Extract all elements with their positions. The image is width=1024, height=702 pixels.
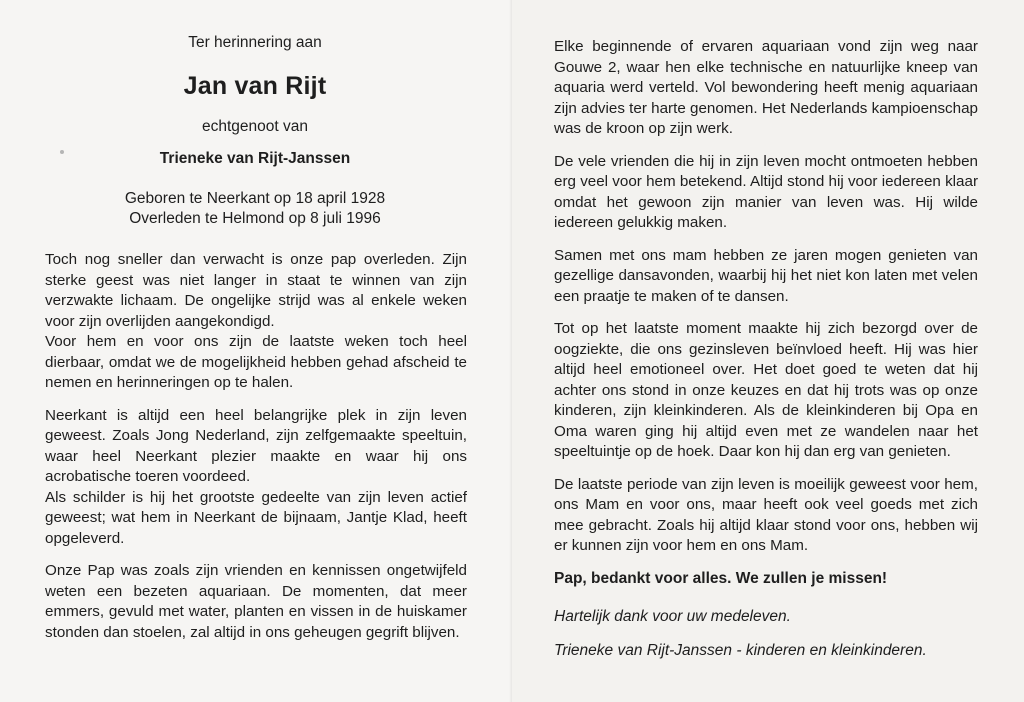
paragraph: Elke beginnende of ervaren aquariaan vond zijn weg naar Gouwe 2, waar hen elke technische en natuurlijke kneep van aquaria werd verteld. Vol bewondering heeft menig aquariaan zijn advies ter harte genomen. Het Nederlands kampioenschap was de kroon op zijn werk. [554, 38, 978, 137]
paragraph: Onze Pap was zoals zijn vrienden en kennissen ongetwijfeld weten een bezeten aquariaan. De momenten, dat meer emmers, gevuld met water, planten en vissen in de huiskamer stonden dan stoelen, zal altijd in ons geheugen gegrift blijven. [45, 562, 467, 641]
paper-speck [60, 150, 64, 154]
paragraph: Samen met ons mam hebben ze jaren mogen genieten van gezellige dansavonden, waarbij hij het niet kon laten met velen een praatje te maken of te dansen. [554, 246, 978, 305]
closing-line: Pap, bedankt voor alles. We zullen je missen! [554, 569, 888, 587]
paragraph: Als schilder is hij het grootste gedeelte van zijn leven actief geweest; wat hem in Neerkant de bijnaam, Jantje Klad, heeft opgeleverd. [45, 488, 467, 547]
left-text-column [45, 250, 467, 655]
paragraph: Neerkant is altijd een heel belangrijke plek in zijn leven geweest. Zoals Jong Nederland, zijn zelfgemaakte speeltuin, waar heel Neerkant plezier maakte en waar hij ons acrobatische toeren voordeed. [45, 406, 467, 485]
paragraph: De vele vrienden die hij in zijn leven mocht ontmoeten hebben erg veel voor hem betekend. Altijd stond hij voor iedereen klaar omdat het gewoon zijn manier van leven was. Hij wilde iedereen gelukkig maken. [554, 152, 978, 231]
paragraph: Tot op het laatste moment maakte hij zich bezorgd over de oogziekte, die ons gezinsleven beïnvloed heeft. Hij was hier altijd heel emotioneel over. Het doet goed te weten dat hij achter ons stond in onze keuzes en dat hij trots was op onze kinderen, zijn kleinkinderen. Als de kleinkinderen bij Opa en Oma waren ging hij altijd even met ze wandelen naar het speeltuintje op de hoek. Daar kon hij dan erg van genieten. [554, 320, 978, 460]
spouse-label: echtgenoot van [201, 118, 308, 135]
right-text-column [554, 37, 978, 675]
paragraph: Toch nog sneller dan verwacht is onze pap overleden. Zijn sterke geest was niet langer in staat te winnen van zijn verzwakte lichaam. De ongelijke strijd was al enkele weken voor zijn overlijden aangekondigd. [45, 251, 467, 330]
death-line: Overleden te Helmond op 8 juli 1996 [129, 210, 381, 227]
signature-line: Trieneke van Rijt-Janssen - kinderen en kleinkinderen. [554, 641, 927, 659]
paragraph: Voor hem en voor ons zijn de laatste weken toch heel dierbaar, omdat we de mogelijkheid hebben gehad afscheid te nemen en herinneringen op te halen. [45, 333, 467, 391]
deceased-name: Jan van Rijt [183, 72, 327, 100]
intro-line: Ter herinnering aan [188, 34, 322, 51]
paragraph: De laatste periode van zijn leven is moeilijk geweest voor hem, ons Mam en voor ons, maar heeft ook veel goeds met zich mee gebracht. Zoals hij altijd klaar stond voor ons, hebben wij er kunnen zijn voor hem en ons Mam. [554, 475, 978, 554]
thanks-line: Hartelijk dank voor uw medeleven. [554, 607, 791, 625]
spouse-name: Trieneke van Rijt-Janssen [159, 150, 351, 167]
birth-line: Geboren te Neerkant op 18 april 1928 [124, 190, 386, 207]
